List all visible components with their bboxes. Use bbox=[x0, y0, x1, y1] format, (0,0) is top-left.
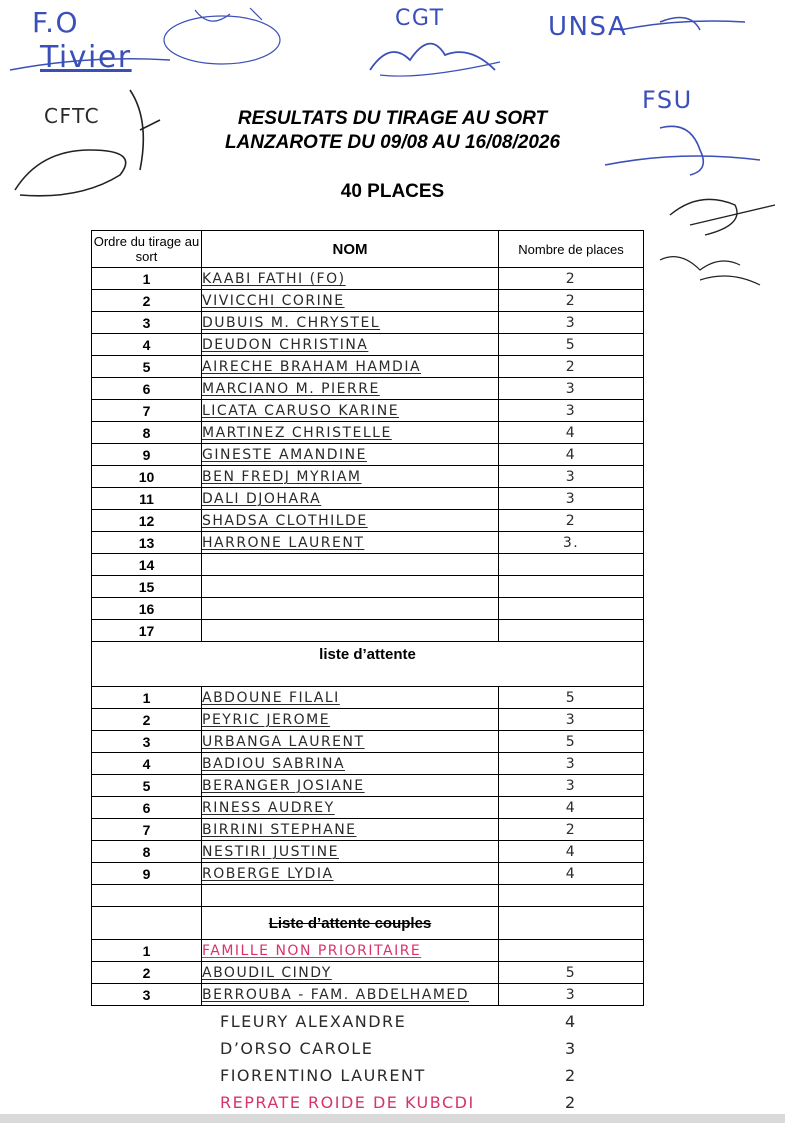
order-number: 15 bbox=[92, 576, 202, 598]
handwritten-name: GINESTE AMANDINE bbox=[202, 447, 367, 463]
main-row bbox=[92, 576, 644, 598]
places-cell bbox=[499, 984, 644, 1006]
handwritten-name: RINESS AUDREY bbox=[202, 800, 335, 816]
name-cell bbox=[202, 731, 499, 753]
places-cell bbox=[499, 444, 644, 466]
header-name: NOM bbox=[202, 231, 499, 268]
handwritten-places: 5 bbox=[565, 965, 577, 981]
main-row bbox=[92, 598, 644, 620]
order-number: 4 bbox=[92, 334, 202, 356]
extra-entry-places: 4 bbox=[565, 1012, 577, 1031]
handwritten-name: AIRECHE BRAHAM HAMDIA bbox=[202, 359, 422, 375]
order-number: 3 bbox=[92, 312, 202, 334]
name-cell bbox=[202, 775, 499, 797]
order-number: 11 bbox=[92, 488, 202, 510]
places-cell bbox=[499, 510, 644, 532]
handwritten-places: 3 bbox=[565, 491, 577, 507]
name-cell bbox=[202, 444, 499, 466]
name-cell bbox=[202, 753, 499, 775]
places-cell bbox=[499, 775, 644, 797]
handwritten-places: 3 bbox=[565, 315, 577, 331]
order-number: 9 bbox=[92, 444, 202, 466]
order-number: 8 bbox=[92, 841, 202, 863]
waiting-row bbox=[92, 797, 644, 819]
handwritten-places: 3 bbox=[565, 403, 577, 419]
waiting-list-section bbox=[92, 642, 644, 687]
order-number: 2 bbox=[92, 290, 202, 312]
places-cell bbox=[499, 334, 644, 356]
handwritten-places: 4 bbox=[565, 866, 577, 882]
handwritten-name: NESTIRI JUSTINE bbox=[202, 844, 339, 860]
results-table bbox=[91, 230, 644, 1006]
handwritten-name: DEUDON CHRISTINA bbox=[202, 337, 369, 353]
order-number: 6 bbox=[92, 378, 202, 400]
name-cell bbox=[202, 598, 499, 620]
order-number: 10 bbox=[92, 466, 202, 488]
order-number: 6 bbox=[92, 797, 202, 819]
order-number: 8 bbox=[92, 422, 202, 444]
order-number: 5 bbox=[92, 356, 202, 378]
name-cell bbox=[202, 620, 499, 642]
handwritten-places: 4 bbox=[565, 425, 577, 441]
empty-cell bbox=[499, 907, 644, 940]
table-header bbox=[92, 231, 644, 268]
name-cell bbox=[202, 576, 499, 598]
handwritten-places: 2 bbox=[565, 513, 577, 529]
places-cell bbox=[499, 356, 644, 378]
handwritten-name: LICATA CARUSO KARINE bbox=[202, 403, 400, 419]
places-cell bbox=[499, 532, 644, 554]
name-cell bbox=[202, 510, 499, 532]
places-cell bbox=[499, 797, 644, 819]
extra-entry-name: FLEURY ALEXANDRE bbox=[220, 1012, 407, 1031]
main-row bbox=[92, 356, 644, 378]
places-cell bbox=[499, 620, 644, 642]
annotation-fsu: FSU bbox=[642, 86, 693, 114]
annotation-cftc: CFTC bbox=[44, 104, 101, 128]
handwritten-places: 2 bbox=[565, 359, 577, 375]
extra-entry-places: 3 bbox=[565, 1039, 577, 1058]
name-cell bbox=[202, 268, 499, 290]
name-cell bbox=[202, 687, 499, 709]
handwritten-name: DALI DJOHARA bbox=[202, 491, 322, 507]
main-row bbox=[92, 400, 644, 422]
order-number: 1 bbox=[92, 687, 202, 709]
order-number: 2 bbox=[92, 962, 202, 984]
order-number: 9 bbox=[92, 863, 202, 885]
name-cell bbox=[202, 378, 499, 400]
places-cell bbox=[499, 962, 644, 984]
couples-list-section bbox=[92, 907, 644, 940]
places-cell bbox=[499, 598, 644, 620]
places-cell bbox=[499, 731, 644, 753]
places-cell bbox=[499, 576, 644, 598]
handwritten-places: 3 bbox=[565, 987, 577, 1003]
handwritten-name: BADIOU SABRINA bbox=[202, 756, 346, 772]
couple-row bbox=[92, 940, 644, 962]
main-row bbox=[92, 444, 644, 466]
waiting-row bbox=[92, 687, 644, 709]
handwritten-name: ABOUDIL CINDY bbox=[202, 965, 332, 981]
name-cell bbox=[202, 532, 499, 554]
name-cell bbox=[202, 819, 499, 841]
annotation-tivier: Tivier bbox=[40, 40, 132, 75]
order-number: 7 bbox=[92, 400, 202, 422]
order-number: 1 bbox=[92, 940, 202, 962]
handwritten-name: BERROUBA - FAM. ABDELHAMED bbox=[202, 987, 470, 1003]
name-cell bbox=[202, 356, 499, 378]
waiting-row bbox=[92, 709, 644, 731]
header-order: Ordre du tirage au sort bbox=[92, 231, 202, 268]
main-row bbox=[92, 488, 644, 510]
handwritten-places: 3 bbox=[565, 712, 577, 728]
handwritten-places: 5 bbox=[565, 690, 577, 706]
couple-row bbox=[92, 984, 644, 1006]
order-number: 3 bbox=[92, 984, 202, 1006]
name-cell bbox=[202, 841, 499, 863]
order-number: 2 bbox=[92, 709, 202, 731]
handwritten-name: HARRONE LAURENT bbox=[202, 535, 365, 551]
extra-entry-name: D’ORSO CAROLE bbox=[220, 1039, 374, 1058]
waiting-row bbox=[92, 731, 644, 753]
empty-cell bbox=[92, 907, 202, 940]
places-cell bbox=[499, 466, 644, 488]
title-line-2: LANZAROTE DU 09/08 AU 16/08/2026 bbox=[224, 132, 561, 153]
places-cell bbox=[499, 312, 644, 334]
places-cell bbox=[499, 940, 644, 962]
order-number: 7 bbox=[92, 819, 202, 841]
places-cell bbox=[499, 488, 644, 510]
handwritten-places: 5 bbox=[565, 337, 577, 353]
handwritten-places: 4 bbox=[565, 844, 577, 860]
handwritten-places: 4 bbox=[565, 447, 577, 463]
places-cell bbox=[499, 422, 644, 444]
waiting-row bbox=[92, 863, 644, 885]
order-number: 14 bbox=[92, 554, 202, 576]
handwritten-name: VIVICCHI CORINE bbox=[202, 293, 345, 309]
order-number: 4 bbox=[92, 753, 202, 775]
places-cell bbox=[499, 268, 644, 290]
handwritten-name: MARCIANO M. PIERRE bbox=[202, 381, 380, 397]
places-cell bbox=[499, 687, 644, 709]
name-cell bbox=[202, 797, 499, 819]
handwritten-name: MARTINEZ CHRISTELLE bbox=[202, 425, 392, 441]
waiting-row bbox=[92, 753, 644, 775]
name-cell bbox=[202, 312, 499, 334]
handwritten-name: ROBERGE LYDIA bbox=[202, 866, 334, 882]
handwritten-places: 3. bbox=[562, 535, 580, 551]
main-row bbox=[92, 510, 644, 532]
handwritten-name: DUBUIS M. CHRYSTEL bbox=[202, 315, 381, 331]
handwritten-name: BEN FREDJ MYRIAM bbox=[202, 469, 362, 485]
main-row bbox=[92, 620, 644, 642]
extra-entry-name: FIORENTINO LAURENT bbox=[220, 1066, 426, 1085]
main-row bbox=[92, 378, 644, 400]
handwritten-name: URBANGA LAURENT bbox=[202, 734, 365, 750]
order-number: 12 bbox=[92, 510, 202, 532]
handwritten-name: PEYRIC JEROME bbox=[202, 712, 331, 728]
handwritten-places: 2 bbox=[565, 822, 577, 838]
handwritten-places: 5 bbox=[565, 734, 577, 750]
couples-list-section-label: Liste d’attente couples bbox=[202, 907, 499, 940]
annotation-unsa: UNSA bbox=[548, 12, 628, 42]
handwritten-name: ABDOUNE FILALI bbox=[202, 690, 340, 706]
handwritten-places: 4 bbox=[565, 800, 577, 816]
empty-cell bbox=[499, 885, 644, 907]
main-row bbox=[92, 422, 644, 444]
order-number: 5 bbox=[92, 775, 202, 797]
places-cell bbox=[499, 378, 644, 400]
places-cell bbox=[499, 863, 644, 885]
name-cell bbox=[202, 290, 499, 312]
extra-entry-name: REPRATE ROIDE DE KUBCDI bbox=[220, 1093, 475, 1112]
handwritten-places: 3 bbox=[565, 778, 577, 794]
waiting-row bbox=[92, 775, 644, 797]
handwritten-places: 3 bbox=[565, 756, 577, 772]
document-title bbox=[0, 107, 785, 155]
places-cell bbox=[499, 554, 644, 576]
handwritten-places: 3 bbox=[565, 469, 577, 485]
places-count: 40 PLACES bbox=[340, 181, 445, 202]
main-row bbox=[92, 312, 644, 334]
handwritten-name: KAABI FATHI (FO) bbox=[202, 271, 346, 287]
name-cell bbox=[202, 709, 499, 731]
handwritten-places: 2 bbox=[565, 293, 577, 309]
order-number: 17 bbox=[92, 620, 202, 642]
header-places: Nombre de places bbox=[499, 231, 644, 268]
extra-entry-places: 2 bbox=[565, 1093, 577, 1112]
handwritten-name: SHADSA CLOTHILDE bbox=[202, 513, 368, 529]
annotation-cgt: CGT bbox=[395, 6, 445, 31]
main-row bbox=[92, 290, 644, 312]
couple-row bbox=[92, 962, 644, 984]
empty-cell bbox=[92, 885, 202, 907]
page-footer-bar bbox=[0, 1114, 785, 1123]
annotation-fo: F.O bbox=[32, 6, 80, 39]
handwritten-name: BERANGER JOSIANE bbox=[202, 778, 365, 794]
places-cell bbox=[499, 753, 644, 775]
title-line-1: RESULTATS DU TIRAGE AU SORT bbox=[237, 108, 548, 129]
name-cell bbox=[202, 554, 499, 576]
waiting-list-section-label: liste d’attente bbox=[92, 642, 644, 687]
places-cell bbox=[499, 709, 644, 731]
handwritten-name: BIRRINI STEPHANE bbox=[202, 822, 357, 838]
waiting-row bbox=[92, 819, 644, 841]
main-row bbox=[92, 532, 644, 554]
name-cell bbox=[202, 334, 499, 356]
name-cell bbox=[202, 488, 499, 510]
waiting-row bbox=[92, 841, 644, 863]
empty-cell bbox=[202, 885, 499, 907]
extra-entry-places: 2 bbox=[565, 1066, 577, 1085]
name-cell bbox=[202, 466, 499, 488]
main-row bbox=[92, 554, 644, 576]
main-row bbox=[92, 268, 644, 290]
blank-row bbox=[92, 885, 644, 907]
name-cell bbox=[202, 422, 499, 444]
main-row bbox=[92, 334, 644, 356]
name-cell bbox=[202, 984, 499, 1006]
places-cell bbox=[499, 841, 644, 863]
order-number: 1 bbox=[92, 268, 202, 290]
places-cell bbox=[499, 819, 644, 841]
places-cell bbox=[499, 400, 644, 422]
name-cell bbox=[202, 962, 499, 984]
handwritten-places: 3 bbox=[565, 381, 577, 397]
name-cell bbox=[202, 400, 499, 422]
name-cell bbox=[202, 940, 499, 962]
places-cell bbox=[499, 290, 644, 312]
order-number: 3 bbox=[92, 731, 202, 753]
handwritten-places: 2 bbox=[565, 271, 577, 287]
main-row bbox=[92, 466, 644, 488]
order-number: 16 bbox=[92, 598, 202, 620]
name-cell bbox=[202, 863, 499, 885]
order-number: 13 bbox=[92, 532, 202, 554]
handwritten-name: FAMILLE NON PRIORITAIRE bbox=[202, 943, 422, 959]
